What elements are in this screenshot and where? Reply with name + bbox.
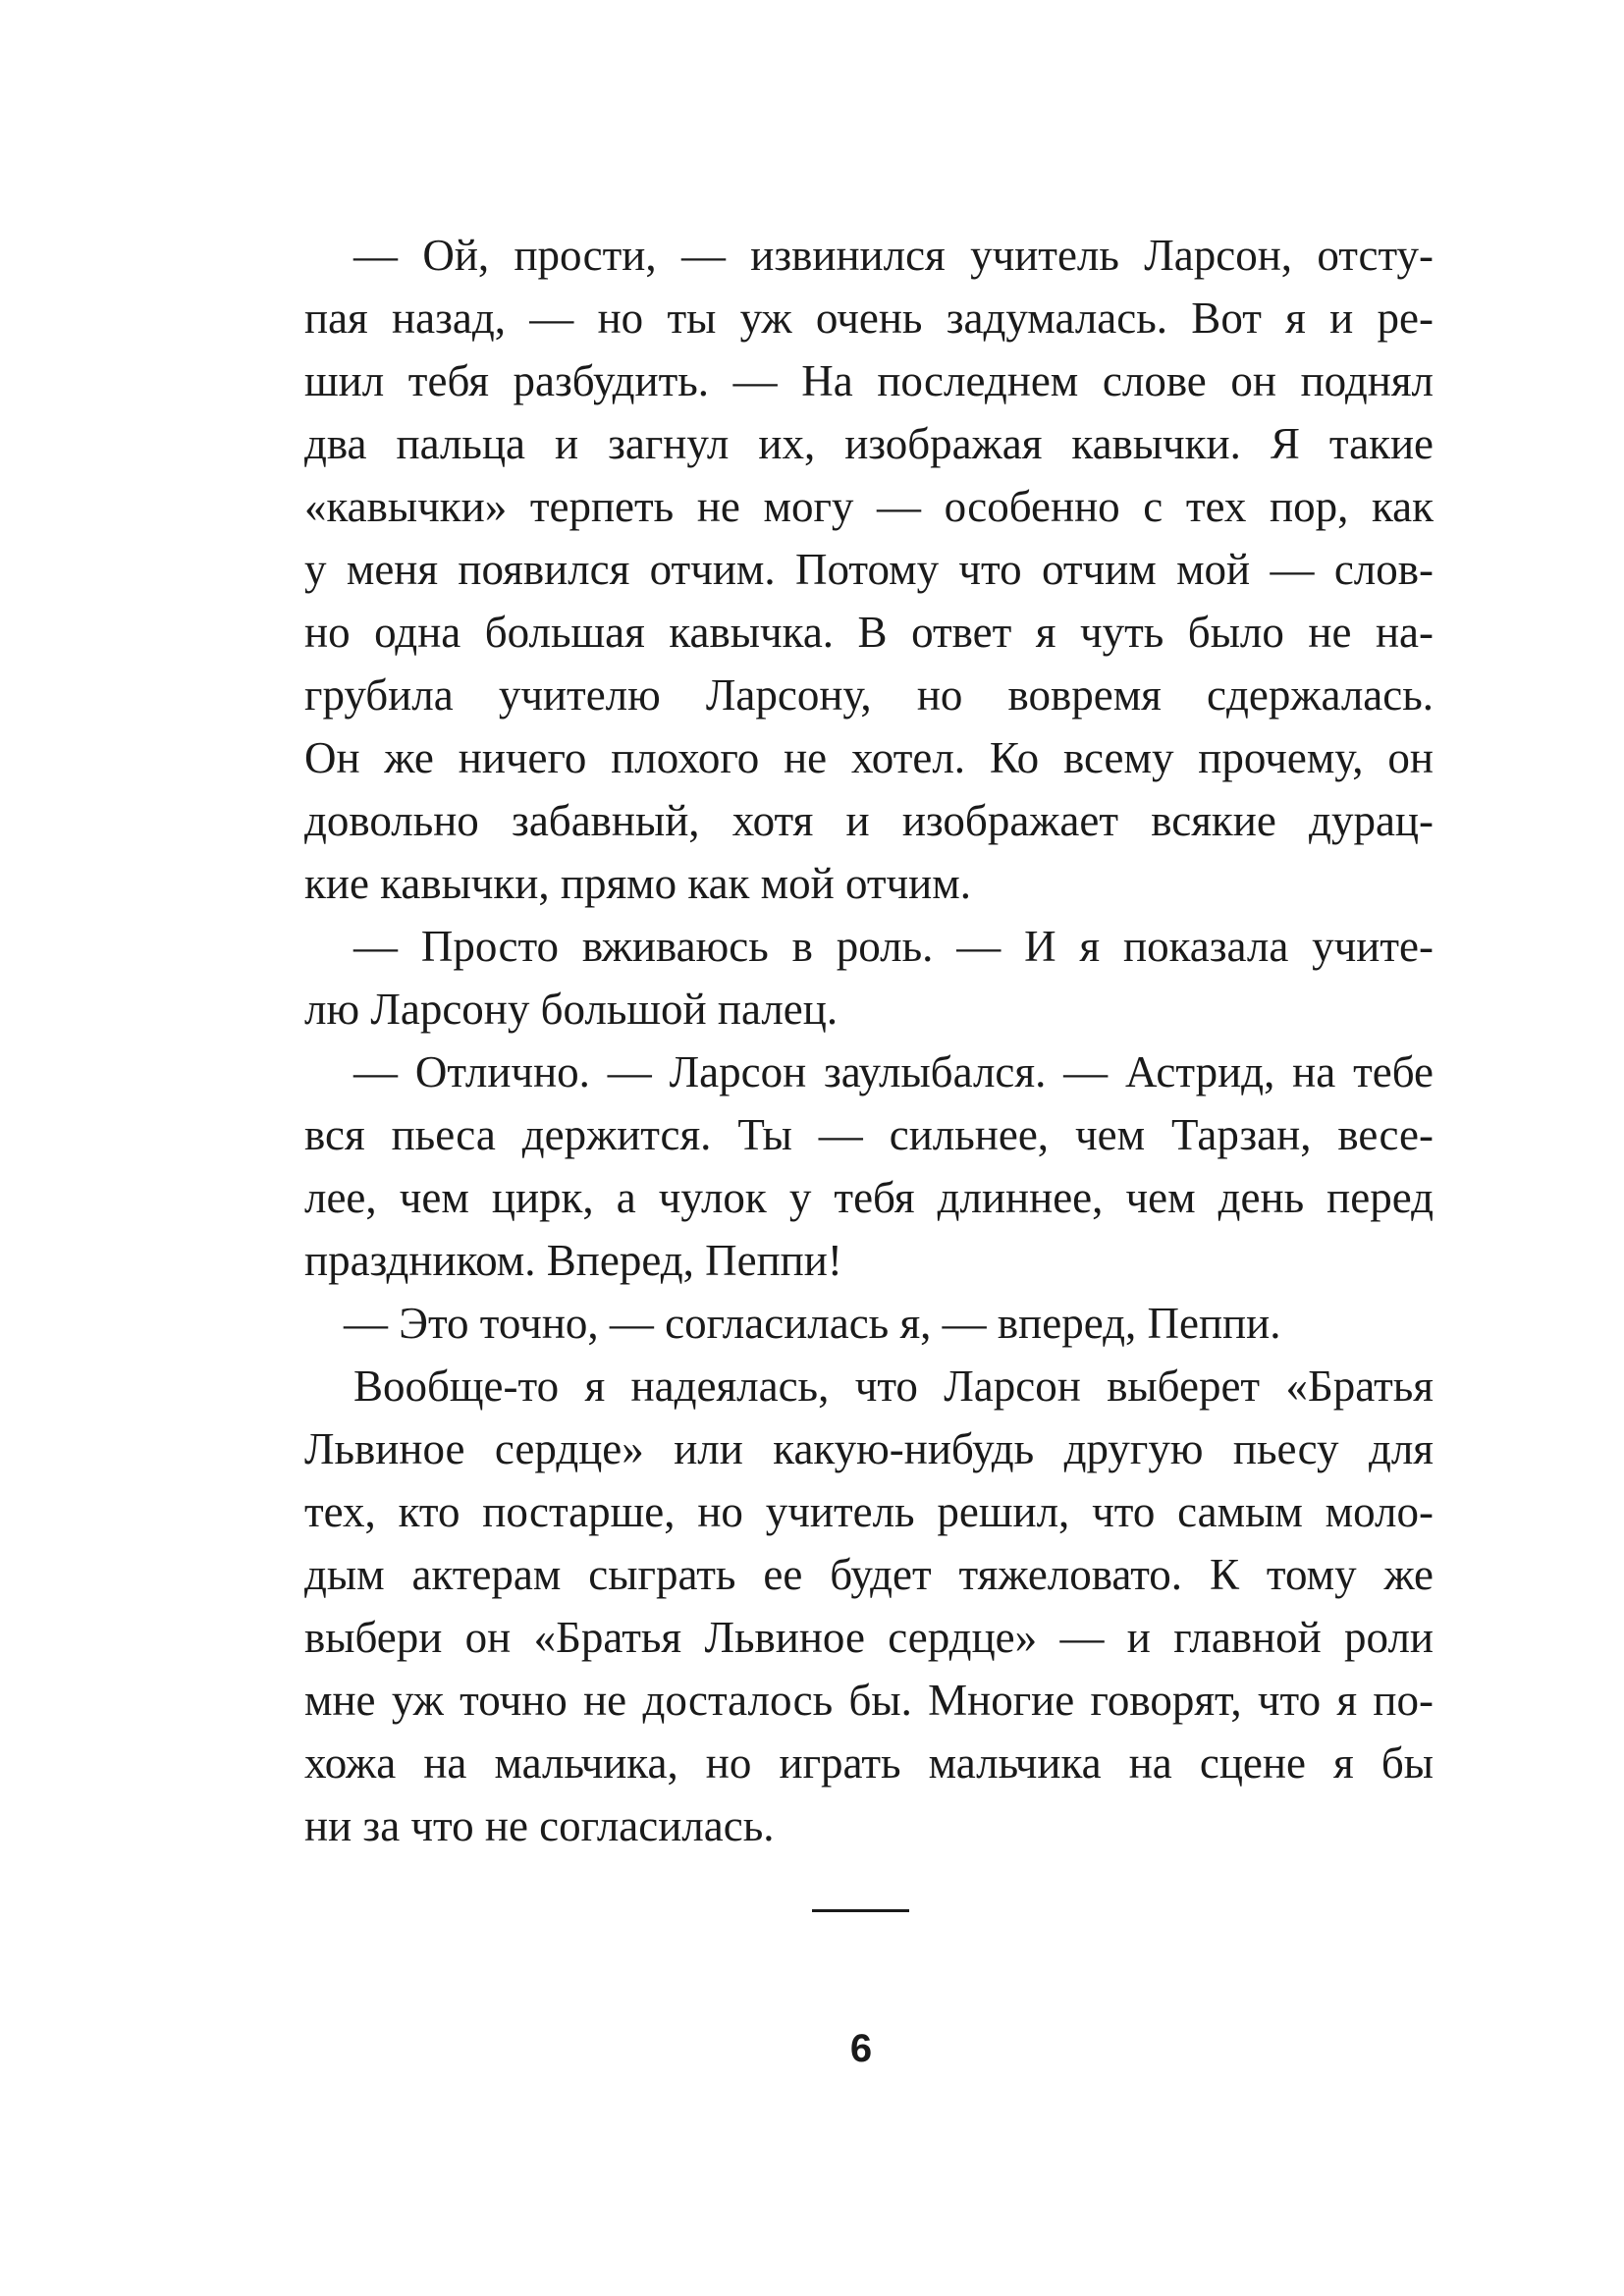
text-line: Львиное сердце» или какую-нибудь другую пьесу для (304, 1424, 1434, 1473)
text-line: — Отлично. — Ларсон заулыбался. — Астрид, на тебе (353, 1047, 1434, 1096)
text-line: лю Ларсону большой палец. (304, 985, 839, 1034)
text-line: вся пьеса держится. Ты — сильнее, чем Тарзан, весе- (304, 1110, 1434, 1159)
text-line: но одна большая кавычка. В ответ я чуть было не на- (304, 608, 1434, 657)
text-line: у меня появился отчим. Потому что отчим мой — слов- (304, 545, 1434, 594)
text-line: грубила учителю Ларсону, но вовремя сдержалась. (304, 670, 1434, 720)
text-line: довольно забавный, хотя и изображает всякие дурац- (304, 796, 1434, 845)
text-line: — Ой, прости, — извинился учитель Ларсон, отсту- (353, 231, 1434, 280)
text-line: тех, кто постарше, но учитель решил, что самым моло- (304, 1487, 1434, 1536)
text-line: ни за что не согласилась. (304, 1801, 775, 1850)
text-line: Вообще-то я надеялась, что Ларсон выберет «Братья (353, 1362, 1434, 1411)
text-line: — Просто вживаюсь в роль. — И я показала учите- (353, 922, 1434, 971)
text-line: хожа на мальчика, но играть мальчика на сцене я бы (304, 1738, 1434, 1788)
text-line: лее, чем цирк, а чулок у тебя длиннее, чем день перед (304, 1173, 1434, 1222)
text-line: выбери он «Братья Львиное сердце» — и главной роли (304, 1613, 1434, 1662)
body-text (304, 224, 1434, 1857)
text-line: «кавычки» терпеть не могу — особенно с тех пор, как (304, 482, 1434, 531)
section-divider (812, 1909, 909, 1912)
text-line: Он же ничего плохого не хотел. Ко всему прочему, он (304, 733, 1434, 782)
text-line: два пальца и загнул их, изображая кавычки. Я такие (304, 419, 1434, 468)
text-line: мне уж точно не досталось бы. Многие говорят, что я по- (304, 1676, 1434, 1725)
text-line: — Это точно, — согласилась я, — вперед, Пеппи. (344, 1299, 1281, 1348)
text-line: праздником. Вперед, Пеппи! (304, 1236, 842, 1285)
page-number: 6 (849, 2027, 873, 2070)
text-line: шил тебя разбудить. — На последнем слове он поднял (304, 356, 1434, 405)
text-line: пая назад, — но ты уж очень задумалась. Вот я и ре- (304, 294, 1434, 343)
text-line: дым актерам сыграть ее будет тяжеловато. К тому же (304, 1550, 1434, 1599)
text-line: кие кавычки, прямо как мой отчим. (304, 859, 971, 908)
